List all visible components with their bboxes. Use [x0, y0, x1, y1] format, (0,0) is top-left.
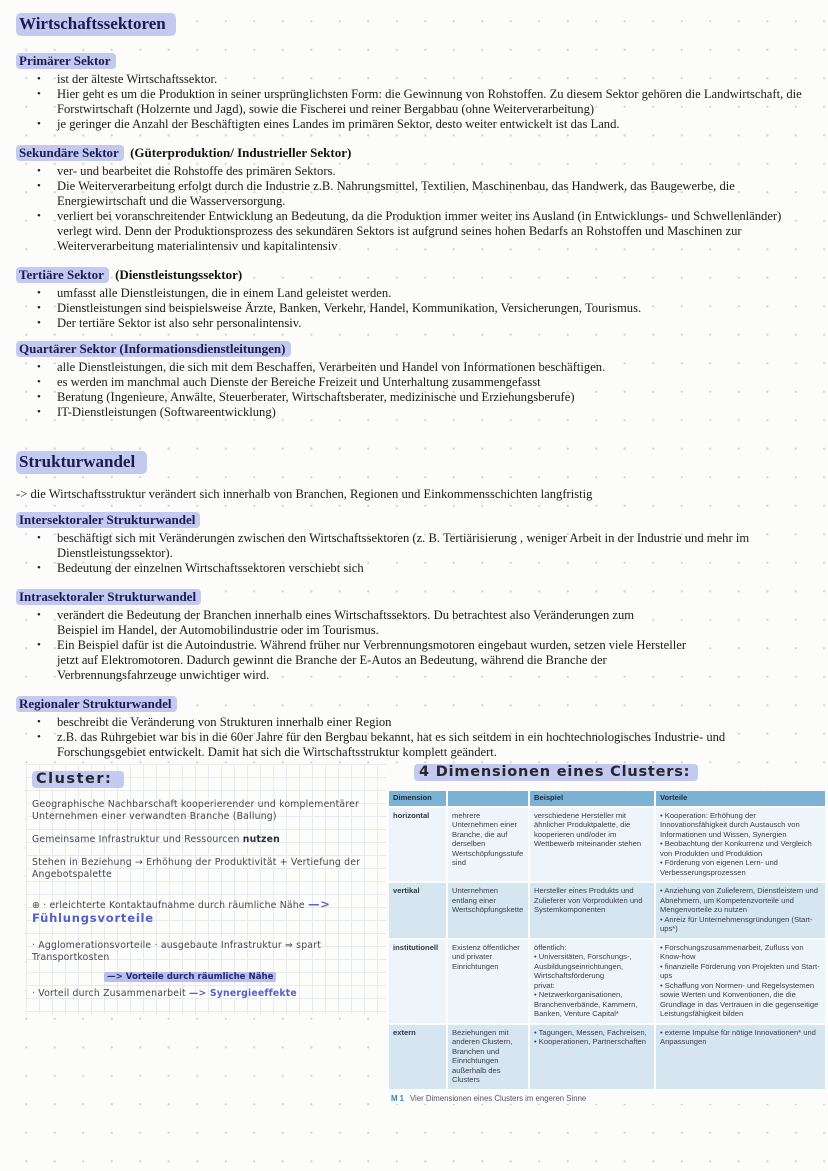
bullet-list-primaerer-sektor: [16, 72, 812, 132]
note-text: · Vorteil durch Zusammenarbeit: [32, 988, 189, 999]
heading-suffix: (Güterproduktion/ Industrieller Sektor): [130, 145, 352, 160]
section-heading-intersektoraler: [16, 512, 812, 528]
note-highlight-vorteile: —> Vorteile durch räumliche Nähe: [104, 972, 276, 982]
heading-highlight: Sekundäre Sektor: [16, 145, 124, 161]
bullet-item: • je geringer die Anzahl der Beschäftigten eines Landes im primären Sektor, desto weiter entwickelt ist das Land.: [16, 117, 812, 132]
cell-description: Existenz öffentlicher und privater Einrichtungen: [447, 939, 529, 1024]
heading-highlight: Regionaler Strukturwandel: [16, 696, 177, 712]
dimensions-title: 4 Dimensionen eines Clusters:: [414, 764, 698, 781]
handwritten-cluster-notes: [26, 764, 386, 1014]
cell-dimension: extern: [389, 1024, 447, 1089]
bullet-item: • Dienstleistungen sind beispielsweise Ärzte, Banken, Verkehr, Handel, Kommunikation, Versicherungen, Tourismus.: [16, 301, 812, 316]
cell-text: • Förderung von eigenen Lern- und Verbesserungsprozessen: [660, 858, 778, 877]
cell-text: verschiedene Hersteller mit ähnlicher Produktpalette, die kooperieren und/oder im Wettbewerb miteinander stehen: [534, 810, 642, 848]
bullet-item: • Ein Beispiel dafür ist die Autoindustrie. Während früher nur Verbrennungsmotoren eingebaut wurden, setzen viele Hersteller jetzt auf Elektromotoren. Dadurch gewinnt die Branche der E-Autos an Bedeutung, während die Branche der Verbrennungsfahrzeuge unwichtiger wird.: [16, 638, 696, 683]
note-line-kontaktaufnahme: [32, 898, 380, 926]
bullet-item: • alle Dienstleistungen, die sich mit dem Beschaffen, Verarbeiten und Handel von Informationen beschäftigen.: [16, 360, 812, 375]
bullet-list-sekundaere-sektor: [16, 164, 812, 254]
heading-highlight: Intrasektoraler Strukturwandel: [16, 589, 201, 605]
note-line-zusammenarbeit: [32, 988, 380, 1000]
cell-text: öffentlich:: [534, 942, 567, 952]
table-caption: [391, 1094, 825, 1103]
caption-tag: M 1: [391, 1093, 404, 1103]
bullet-item: • Die Weiterverarbeitung erfolgt durch die Industrie z.B. Nahrungsmittel, Textilien, Maschinenbau, das Handwerk, das Baugewerbe, die Energiewirtschaft und die Wasserversorgung.: [16, 179, 812, 209]
cell-vorteile: [655, 1024, 825, 1089]
cell-text: • Kooperation: Erhöhung der Innovationsfähigkeit durch Austausch von Informationen und Wissen, Synergien: [660, 810, 800, 839]
cell-description: Unternehmen entlang einer Wertschöpfungskette: [447, 882, 529, 939]
bullet-list-regionaler: [16, 715, 812, 760]
dimensions-table-image: [388, 790, 826, 1104]
table-row-vertikal: [389, 882, 825, 939]
note-line-infrastruktur: [32, 834, 380, 846]
bullet-item: • es werden im manchmal auch Dienste der Bereiche Freizeit und Unterhaltung zusammengefasst: [16, 375, 812, 390]
strukturwandel-title: Strukturwandel: [16, 451, 147, 474]
cell-vorteile: [655, 882, 825, 939]
col-header-vorteile: Vorteile: [655, 791, 825, 807]
note-line-agglomeration: · Agglomerationsvorteile · ausgebaute Infrastruktur ⇒ spart Transportkosten: [32, 940, 322, 963]
cell-beispiel: [529, 807, 655, 883]
cell-beispiel: [529, 939, 655, 1024]
bullet-list-quartaerer-sektor: [16, 360, 812, 420]
note-line-beziehung: Stehen in Beziehung → Erhöhung der Produktivität + Vertiefung der Angebotspalette: [32, 857, 361, 880]
note-line-geographische: Geographische Nachbarschaft kooperierender und komplementärer Unternehmen einer verwandten Branche (Ballung): [32, 799, 360, 822]
strukturwandel-intro: -> die Wirtschaftsstruktur verändert sich innerhalb von Branchen, Regionen und Einkommensschichten langfristig: [16, 487, 593, 501]
table-row-institutionell: [389, 939, 825, 1024]
cell-text: • Forschungszusammenarbeit, Zufluss von Know-how: [660, 942, 804, 961]
cell-description: Beziehungen mit anderen Clustern, Branchen und Einrichtungen außerhalb des Clusters: [447, 1024, 529, 1089]
col-header-beispiel: Beispiel: [529, 791, 655, 807]
cluster-notes-title: Cluster:: [32, 771, 124, 788]
cell-text: • Netzwerkorganisationen, Branchenverbände, Kammern, Banken, Venture Capital*: [534, 990, 638, 1018]
note-bold-word: nutzen: [242, 834, 280, 845]
bullet-item: • ist der älteste Wirtschaftssektor.: [16, 72, 812, 87]
cell-text: • Tagungen, Messen, Fachreisen,: [534, 1027, 647, 1037]
note-line-highlight-row: [32, 964, 380, 983]
cell-text: • Anziehung von Zulieferern, Dienstleistern und Abnehmern, um Kompetenzvorteile und Mengenvorteile zu nutzen: [660, 886, 819, 914]
bullet-item: • z.B. das Ruhrgebiet war bis in die 60er Jahre für den Bergbau bekannt, hat es sich seitdem in ein hochtechnologisches Industrie- und Forschungsgebiet entwickelt. Damit hat sich die Wirtschaftsstruktur komplett geändert.: [16, 730, 812, 760]
note-blue-fuehlungsvorteile: —> Fühlungsvorteile: [32, 897, 331, 925]
cell-text: • Anreiz für Unternehmensgründungen (Start-ups*): [660, 914, 813, 933]
bullet-list-tertiaere-sektor: [16, 286, 812, 331]
bullet-item: • IT-Dienstleistungen (Softwareentwicklung): [16, 405, 812, 420]
section-heading-quartaerer-sektor: [16, 341, 812, 357]
cell-dimension: vertikal: [389, 882, 447, 939]
col-header-blank: [447, 791, 529, 807]
bullet-item: • Beratung (Ingenieure, Anwälte, Steuerberater, Wirtschaftsberater, medizinische und Erziehungsberufe): [16, 390, 812, 405]
cell-description: mehrere Unternehmen einer Branche, die auf derselben Wertschöpfungsstufe sind: [447, 807, 529, 883]
table-row-horizontal: [389, 807, 825, 883]
cell-text: Hersteller eines Produkts und Zulieferer von Vorprodukten und Systemkomponenten: [534, 886, 643, 914]
bullet-item: • umfasst alle Dienstleistungen, die in einem Land geleistet werden.: [16, 286, 812, 301]
cell-text: • Beobachtung der Konkurrenz und Vergleich von Produkten und Produktion: [660, 839, 812, 858]
section-heading-primaerer-sektor: [16, 53, 812, 69]
heading-suffix: (Dienstleistungssektor): [115, 267, 243, 282]
bullet-item: • ver- und bearbeitet die Rohstoffe des primären Sektors.: [16, 164, 812, 179]
bullet-item: • Bedeutung der einzelnen Wirtschaftssektoren verschiebt sich: [16, 561, 812, 576]
note-text: ⊕ · erleichterte Kontaktaufnahme durch räumliche Nähe: [32, 900, 308, 911]
table-header-row: [389, 791, 825, 807]
bullet-item: • verliert bei voranschreitender Entwicklung an Bedeutung, da die Produktion immer weiter ins Ausland (in Entwicklungs- und Schwellenländer) verlegt wird. Denn der Produktionsprozess des sekundären Sektors ist aufgrund seines hohen Bedarfs an Rohstoffen und Maschinen zur Weiterverarbeitung materialintensiv und kapitalintensiv: [16, 209, 812, 254]
bullet-item: • beschäftigt sich mit Veränderungen zwischen den Wirtschaftssektoren (z. B. Tertiärisierung , weniger Arbeit in der Industrie und mehr im Dienstleistungssektor).: [16, 531, 812, 561]
bullet-list-intersektoraler: [16, 531, 812, 576]
col-header-dimension: Dimension: [389, 791, 447, 807]
cell-beispiel: [529, 882, 655, 939]
section-heading-sekundaere-sektor: [16, 145, 812, 161]
bullet-item: • beschreibt die Veränderung von Strukturen innerhalb einer Region: [16, 715, 812, 730]
bullet-list-intrasektoraler: [16, 608, 812, 683]
page-title: Wirtschaftssektoren: [16, 13, 176, 36]
bullet-item: • Der tertiäre Sektor ist also sehr personalintensiv.: [16, 316, 812, 331]
section-heading-tertiaere-sektor: [16, 267, 812, 283]
note-blue-synergieeffekte: —> Synergieeffekte: [188, 988, 297, 999]
cell-text: • Universitäten, Forschungs-, Ausbildungseinrichtungen, Wirtschaftsförderung: [534, 952, 632, 980]
heading-highlight: Tertiäre Sektor: [16, 267, 109, 283]
cell-text: privat:: [534, 980, 555, 990]
cell-dimension: institutionell: [389, 939, 447, 1024]
cell-vorteile: [655, 807, 825, 883]
cell-vorteile: [655, 939, 825, 1024]
dimensions-section: [388, 763, 826, 1104]
cell-text: • Kooperationen, Partnerschaften: [534, 1037, 646, 1046]
strukturwandel-heading-row: [16, 420, 812, 474]
cell-text: • Schaffung von Normen- und Regelsystemen sowie Werten und Konventionen, die die Grundlage in das Vertrauen in die gegenseitige Leistungsfähigkeit bilden: [660, 980, 819, 1018]
bullet-item: • verändert die Bedeutung der Branchen innerhalb eines Wirtschaftssektors. Du betrachtest also Veränderungen zum Beispiel im Handel, der Automobilindustrie oder im Tourismus.: [16, 608, 676, 638]
heading-highlight: Quartärer Sektor (Informationsdienstleitungen): [16, 341, 291, 357]
cell-dimension: horizontal: [389, 807, 447, 883]
cell-text: • externe Impulse für nötige Innovationen* und Anpassungen: [660, 1027, 816, 1046]
cell-text: • finanzielle Förderung von Projekten und Start-ups: [660, 961, 820, 980]
cell-beispiel: [529, 1024, 655, 1089]
table-row-extern: [389, 1024, 825, 1089]
section-heading-regionaler: [16, 696, 812, 712]
bullet-item: • Hier geht es um die Produktion in seiner ursprünglichsten Form: die Gewinnung von Rohstoffen. Zu diesem Sektor gehören die Landwirtschaft, die Forstwirtschaft (Holzernte und Jagd), sowie die Fischerei und reiner Bergabbau (ohne Weiterverarbeitung): [16, 87, 812, 117]
note-text: Gemeinsame Infrastruktur und Ressourcen: [32, 834, 243, 845]
heading-highlight: Intersektoraler Strukturwandel: [16, 512, 200, 528]
dimensions-table: [389, 791, 825, 1089]
heading-highlight: Primärer Sektor: [16, 53, 116, 69]
caption-text: Vier Dimensionen eines Clusters im engeren Sinne: [410, 1093, 587, 1103]
section-heading-intrasektoraler: [16, 589, 812, 605]
